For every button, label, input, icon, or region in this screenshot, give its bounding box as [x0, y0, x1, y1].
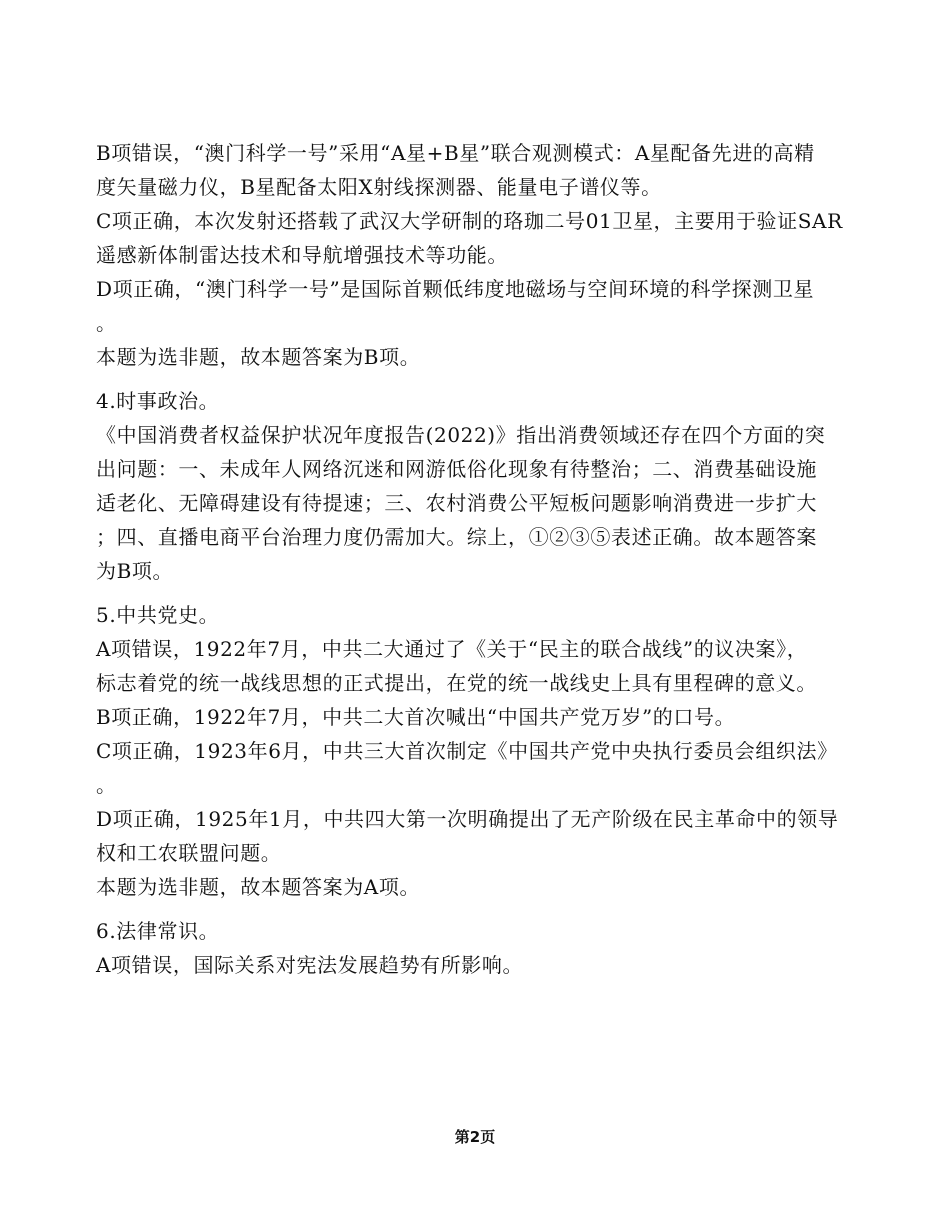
section-heading: 6.法律常识。 — [96, 919, 220, 943]
text-line: 出问题：一、未成年人网络沉迷和网游低俗化现象有待整治；二、消费基础设施 — [96, 457, 817, 481]
text-line: 《中国消费者权益保护状况年度报告(2022)》指出消费领域还存在四个方面的突 — [96, 423, 826, 447]
text-line: B项错误，“澳门科学一号”采用“A星+B星”联合观测模式：A星配备先进的高精 — [96, 141, 815, 165]
text-line: 权和工农联盟问题。 — [96, 841, 282, 865]
text-line: 本题为选非题，故本题答案为A项。 — [96, 875, 421, 899]
text-line: 为B项。 — [96, 559, 174, 583]
text-line: 适老化、无障碍建设有待提速；三、农村消费公平短板问题影响消费进一步扩大 — [96, 491, 817, 515]
section-5-party-history — [96, 598, 872, 904]
page-number: 第2页 — [454, 1128, 496, 1146]
text-line: C项正确，1923年6月，中共三大首次制定《中国共产党中央执行委员会组织法》 — [96, 739, 838, 763]
text-line: 遥感新体制雷达技术和导航增强技术等功能。 — [96, 243, 508, 267]
text-line: ；四、直播电商平台治理力度仍需加大。综上，①②③⑤表述正确。故本题答案 — [96, 525, 817, 549]
text-line: A项错误，国际关系对宪法发展趋势有所影响。 — [96, 953, 524, 977]
section-4-current-affairs — [96, 384, 872, 588]
document-body — [96, 136, 872, 982]
text-line: 。 — [96, 311, 117, 335]
text-line: C项正确，本次发射还搭载了武汉大学研制的珞珈二号01卫星，主要用于验证SAR — [96, 209, 843, 233]
section-heading: 5.中共党史。 — [96, 603, 220, 627]
text-line: 标志着党的统一战线思想的正式提出，在党的统一战线史上具有里程碑的意义。 — [96, 671, 817, 695]
text-line: 本题为选非题，故本题答案为B项。 — [96, 345, 421, 369]
text-line: 。 — [96, 773, 117, 797]
section-3-answer-tail — [96, 136, 872, 374]
section-6-legal-knowledge — [96, 914, 872, 982]
text-line: 度矢量磁力仪，B星配备太阳X射线探测器、能量电子谱仪等。 — [96, 175, 662, 199]
section-heading: 4.时事政治。 — [96, 389, 220, 413]
text-line: B项正确，1922年7月，中共二大首次喊出“中国共产党万岁”的口号。 — [96, 705, 736, 729]
text-line: D项正确，“澳门科学一号”是国际首颗低纬度地磁场与空间环境的科学探测卫星 — [96, 277, 815, 301]
text-line: A项错误，1922年7月，中共二大通过了《关于“民主的联合战线”的议决案》， — [96, 637, 808, 661]
text-line: D项正确，1925年1月，中共四大第一次明确提出了无产阶级在民主革命中的领导 — [96, 807, 839, 831]
